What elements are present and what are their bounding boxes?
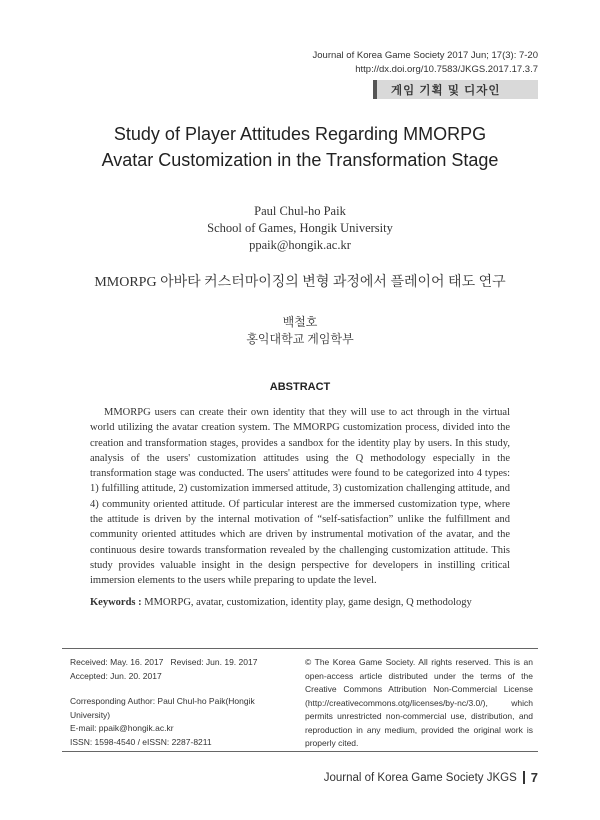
footer-journal-name: Journal of Korea Game Society JKGS <box>323 771 517 784</box>
korean-author-block <box>0 314 600 348</box>
author-affiliation: School of Games, Hongik University <box>207 221 393 235</box>
korean-title: MMORPG 아바타 커스터마이징의 변형 과정에서 플레이어 태도 연구 <box>94 275 506 290</box>
keywords-label: Keywords : <box>90 597 142 608</box>
korean-author-name: 백철호 <box>282 315 318 329</box>
footer-separator <box>523 771 525 784</box>
paper-title-line-1: Study of Player Attitudes Regarding MMORPG <box>113 124 487 144</box>
abstract-text: MMORPG users can create their own identity that they will use to act through in the virtual world utilizing the avatar creation system. The MMORPG customization process, divided into the creation and transformation stages, provides a sandbox for the identity play by users. In this study, analysis of the users' customization attitudes using the Q methodology especially in the transformation stage was conducted. The users' attitudes were found to be categorized into 4 types: 1) fulfilling attitude, 2) customization immersed attitude, 3) customization challenging attitude, and 4) community oriented attitude. Of particular interest are the immersed customization type, where the attitude is driven by the internal motivation of “self-satisfaction” unlike the fulfillment and community oriented attitudes which are driven by instrumental motivation of the avatar, and the continuous desire towards transformation revealed by the challenging customization attitude. This study provides valuable insight in the design perspective for developers in instilling critical immersion elements to the users while preparing to update the level. <box>90 407 510 587</box>
section-tag <box>373 80 538 99</box>
abstract-heading: ABSTRACT <box>269 381 331 393</box>
korean-affiliation: 홍익대학교 게임학부 <box>246 332 354 346</box>
issn-line: ISSN: 1598-4540 / eISSN: 2287-8211 <box>70 736 212 747</box>
keywords-line <box>90 597 510 608</box>
corresponding-email[interactable]: E-mail: ppaik@hongik.ac.kr <box>70 723 174 733</box>
keywords-text: MMORPG, avatar, customization, identity play, game design, Q methodology <box>144 597 472 608</box>
author-name: Paul Chul-ho Paik <box>254 204 346 218</box>
journal-reference <box>313 49 539 77</box>
info-bottom-divider <box>62 751 538 752</box>
paper-title-line-2: Avatar Customization in the Transformation Stage <box>101 150 499 170</box>
license-notice: © The Korea Game Society. All rights reserved. This is an open-access article distributed under the terms of the Creative Commons Attribution Non-Commercial License (http://creativecommons.otg/licenses/by-nc/3.0/), which permits unrestricted non-commercial use, distribution, and reproduction in any medium, provided the original work is properly cited. <box>305 657 533 748</box>
received-revised-dates: Received: May. 16. 2017 Revised: Jun. 19. 2017 <box>70 657 258 667</box>
page-number: 7 <box>530 770 538 785</box>
page-footer <box>324 770 538 785</box>
corresponding-author: Corresponding Author: Paul Chul-ho Paik(Hongik University) <box>70 696 255 720</box>
section-tag-bar <box>373 80 377 99</box>
author-email[interactable]: ppaik@hongik.ac.kr <box>249 238 351 252</box>
journal-citation-line: Journal of Korea Game Society 2017 Jun; 17(3): 7-20 <box>312 50 538 61</box>
doi-link[interactable]: http://dx.doi.org/10.7583/JKGS.2017.17.3.7 <box>355 64 538 75</box>
accepted-date: Accepted: Jun. 20. 2017 <box>70 670 162 681</box>
paper-title <box>0 121 600 173</box>
section-tag-label: 게임 기획 및 디자인 <box>391 84 501 97</box>
info-top-divider <box>62 648 538 649</box>
article-info <box>70 656 290 749</box>
author-block <box>0 203 600 254</box>
